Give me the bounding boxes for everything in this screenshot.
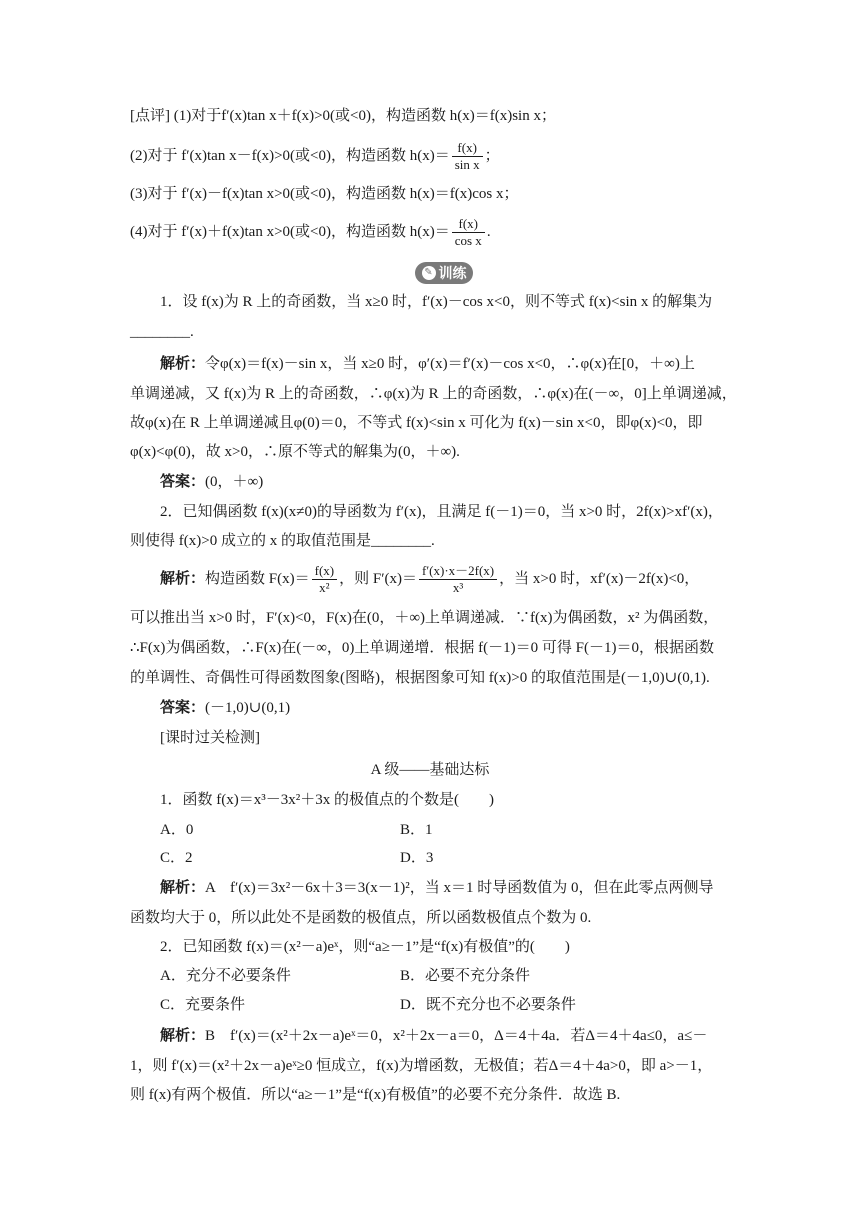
q2-stem-line-1: 2．已知偶函数 f(x)(x≠0)的导函数为 f′(x)，且满足 f(－1)＝0，当 x>0 时，2f(x)>xf′(x)， — [160, 504, 723, 520]
t2-solution-line-3: 则 f(x)有两个极值．所以“a≥－1”是“f(x)有极值”的必要不充分条件．故选 B. — [130, 1087, 621, 1103]
q2-solution-line-3: ∴F(x)为偶函数，∴F(x)在(－∞，0)上单调递增．根据 f(－1)＝0 可得 F(－1)＝0，根据函数 — [130, 640, 714, 656]
q2-answer: 答案：(－1,0)∪(0,1) — [160, 700, 291, 716]
q1-answer: 答案：(0，＋∞) — [160, 474, 264, 490]
comment-line-2: (2)对于 f′(x)tan x－f(x)>0(或<0)，构造函数 h(x)＝ $\frac{f(x)}{\text{sin x}}$ ； — [130, 140, 500, 173]
t2-options-row-2 — [160, 995, 760, 1015]
t1-option-d: D．3 — [400, 850, 434, 866]
t1-solution-line-2: 函数均大于 0，所以此处不是函数的极值点，所以函数极值点个数为 0. — [130, 910, 592, 926]
answer-label: 答案： — [160, 474, 206, 490]
t1-option-c: C．2 — [160, 850, 193, 866]
fraction-f-over-x2: $\frac{f(x)}{\text{x²}}$ — [312, 563, 338, 596]
answer-label: 答案： — [160, 700, 206, 716]
section-label: [课时过关检测] — [160, 730, 260, 746]
t2-option-c: C．充要条件 — [160, 997, 246, 1013]
t1-solution-line-1: 解析：A f′(x)＝3x²－6x＋3＝3(x－1)²，当 x＝1 时导函数值为 0，但在此零点两侧导 — [160, 880, 714, 896]
solution-label: 解析： — [160, 571, 206, 587]
q2-solution-line-4: 的单调性、奇偶性可得函数图象(图略)，根据图象可知 f(x)>0 的取值范围是(－1,0)∪(0,1). — [130, 670, 710, 686]
t2-solution-line-1: 解析：B f′(x)＝(x²＋2x－a)eˣ＝0，x²＋2x－a＝0，Δ＝4＋4a．若Δ＝4＋4a≤0，a≤－ — [160, 1028, 708, 1044]
t1-options-row-2 — [160, 848, 760, 868]
t2-option-a: A．充分不必要条件 — [160, 968, 291, 984]
comment-text-2: (2)对于 f′(x)tan x－f(x)>0(或<0)，构造函数 h(x)＝ — [130, 148, 450, 164]
fraction-f-over-sin: $\frac{f(x)}{\text{sin x}}$ — [452, 140, 483, 173]
comment-line-1 — [130, 106, 730, 126]
t1-option-a: A．0 — [160, 822, 194, 838]
t1-option-b: B．1 — [400, 822, 433, 838]
q2-solution-line-1: 解析：构造函数 F(x)＝ $\frac{f(x)}{\text{x²}}$ ，则 F′(x)＝ $\frac{f'(x)\cdot x-2f(x)}{\text{x³}}$ ，当 x>0 时，xf′(x)－2f(x)<0， — [160, 563, 700, 596]
comment-text-1: (1)对于f′(x)tan x＋f(x)>0(或<0)，构造函数 h(x)＝f(x)sin x； — [173, 108, 556, 124]
practice-badge — [415, 262, 473, 284]
q1-solution-line-1: 解析：令φ(x)＝f(x)－sin x，当 x≥0 时，φ′(x)＝f′(x)－cos x<0，∴φ(x)在[0，＋∞)上 — [160, 356, 695, 372]
level-title: A 级——基础达标 — [370, 762, 490, 778]
solution-label: 解析： — [160, 356, 206, 372]
fraction-f-over-cos: $\frac{f(x)}{\text{cos x}}$ — [452, 216, 485, 249]
comment-line-4: (4)对于 f′(x)＋f(x)tan x>0(或<0)，构造函数 h(x)＝ $\frac{f(x)}{\text{cos x}}$ . — [130, 216, 491, 249]
t1-stem: 1．函数 f(x)＝x³－3x²＋3x 的极值点的个数是( ) — [160, 792, 494, 808]
t2-stem: 2．已知函数 f(x)＝(x²－a)eˣ，则“a≥－1”是“f(x)有极值”的( ) — [160, 939, 570, 955]
fraction-derivative: $\frac{f'(x)\cdot x-2f(x)}{\text{x³}}$ — [419, 563, 497, 596]
pencil-icon: ✎ — [422, 266, 436, 280]
t2-option-b: B．必要不充分条件 — [400, 968, 531, 984]
q2-solution-line-2: 可以推出当 x>0 时，F′(x)<0，F(x)在(0，＋∞)上单调递减．∵f(x)为偶函数，x² 为偶函数， — [130, 610, 719, 626]
comment-line-3: (3)对于 f′(x)－f(x)tan x>0(或<0)，构造函数 h(x)＝f(x)cos x； — [130, 186, 519, 202]
t1-options-row-1 — [160, 820, 760, 840]
t2-solution-line-2: 1，则 f′(x)＝(x²＋2x－a)eˣ≥0 恒成立，f(x)为增函数，无极值；若Δ＝4＋4a>0，即 a>－1， — [130, 1058, 713, 1074]
comment-label: [点评] — [130, 108, 170, 124]
q1-solution-line-3: 故φ(x)在 R 上单调递减且φ(0)＝0，不等式 f(x)<sin x 可化为 f(x)－sin x<0，即φ(x)<0，即 — [130, 415, 703, 431]
q1-solution-line-2: 单调递减，又 f(x)为 R 上的奇函数，∴φ(x)为 R 上的奇函数，∴φ(x)在(－∞，0]上单调递减， — [130, 386, 737, 402]
q1-stem-line-2: ________. — [130, 324, 194, 340]
solution-label: 解析： — [160, 880, 206, 896]
q2-stem-line-2: 则使得 f(x)>0 成立的 x 的取值范围是________. — [130, 533, 435, 549]
t2-option-d: D．既不充分也不必要条件 — [400, 997, 576, 1013]
q1-stem-line-1: 1．设 f(x)为 R 上的奇函数，当 x≥0 时，f′(x)－cos x<0，则不等式 f(x)<sin x 的解集为 — [160, 294, 713, 310]
solution-label: 解析： — [160, 1028, 206, 1044]
q1-solution-line-4: φ(x)<φ(0)，故 x>0，∴原不等式的解集为(0，＋∞). — [130, 444, 460, 460]
practice-badge-label: 训练 — [438, 266, 467, 282]
comment-text-4: (4)对于 f′(x)＋f(x)tan x>0(或<0)，构造函数 h(x)＝ — [130, 224, 450, 240]
t2-options-row-1 — [160, 966, 760, 986]
